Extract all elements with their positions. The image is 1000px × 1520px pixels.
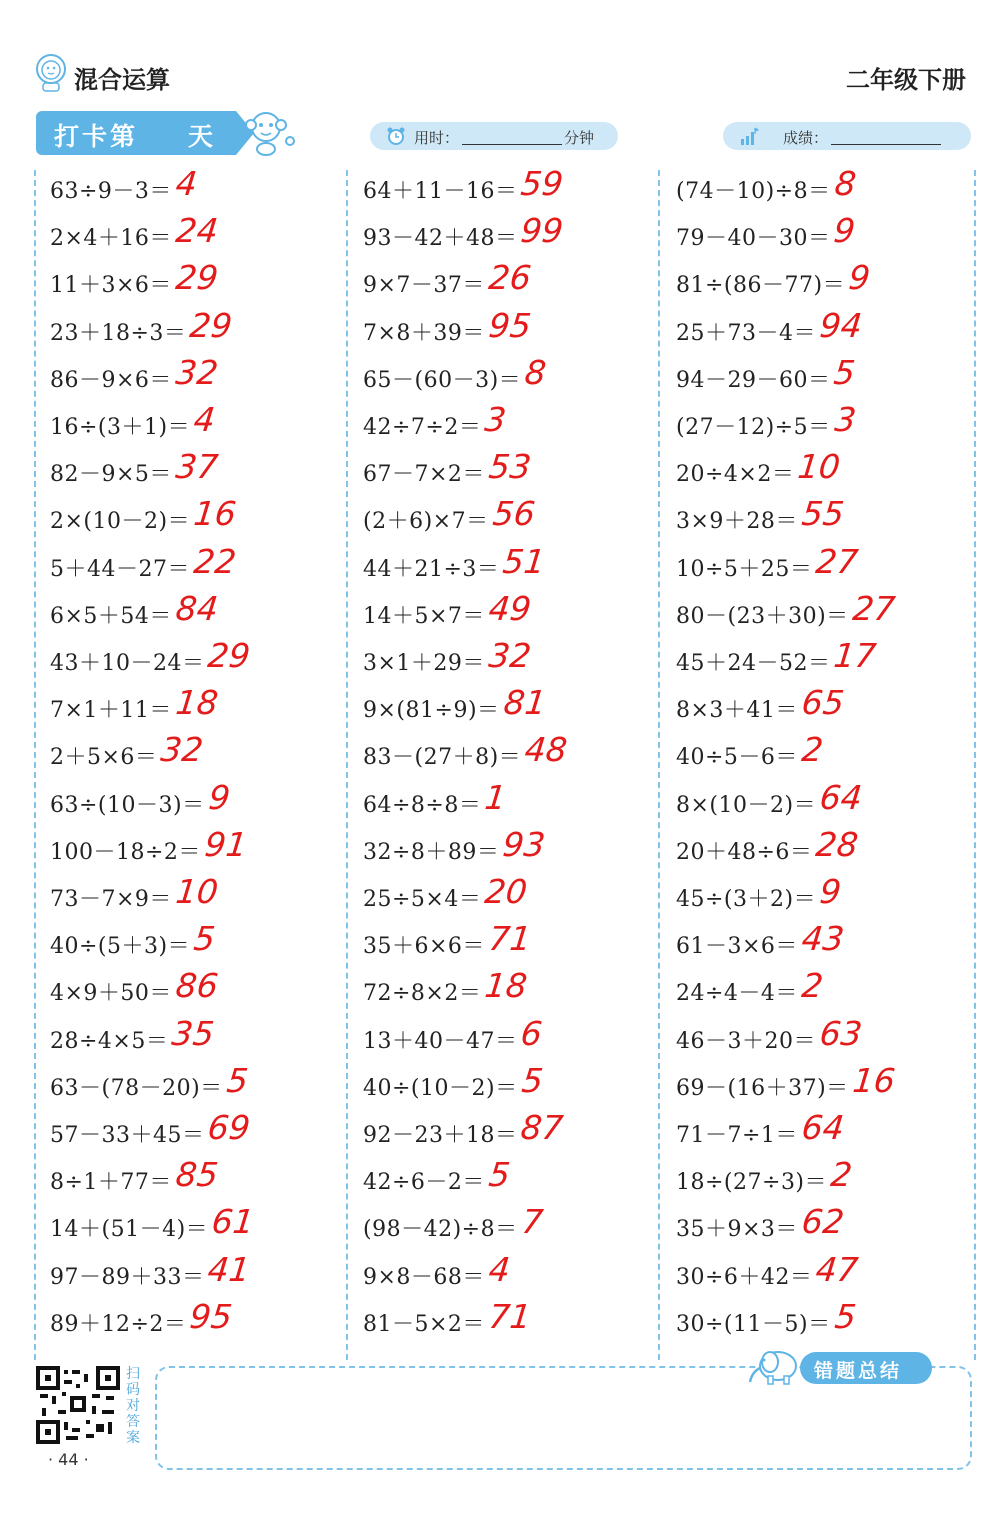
score-field <box>723 122 971 150</box>
checkin-banner <box>36 111 236 155</box>
handwritten-answer[interactable]: 86 <box>173 966 221 1006</box>
exercise-expression: 64＋11－16＝ <box>363 179 518 204</box>
exercise-row <box>50 353 350 397</box>
exercise-expression: 46－3＋20＝ <box>676 1028 816 1054</box>
lion-icon <box>33 52 69 92</box>
exercise-row <box>676 258 976 302</box>
exercise-expression: 5＋44－27＝ <box>50 556 190 582</box>
time-input-line[interactable] <box>462 144 562 145</box>
bar-chart-icon <box>739 126 759 146</box>
exercise-row <box>676 164 976 208</box>
handwritten-answer[interactable]: 2 <box>828 1155 855 1195</box>
exercise-expression: 45÷(3＋2)＝ <box>676 887 817 912</box>
exercise-row <box>363 1061 663 1105</box>
page-header <box>0 0 1000 110</box>
handwritten-answer[interactable]: 48 <box>522 730 570 770</box>
exercise-row <box>363 589 663 633</box>
exercise-expression: 10÷5＋25＝ <box>676 556 813 582</box>
handwritten-answer[interactable]: 94 <box>817 305 865 345</box>
exercise-expression: 8÷1＋77＝ <box>50 1170 172 1196</box>
time-field <box>370 122 618 150</box>
handwritten-answer[interactable]: 49 <box>486 588 534 628</box>
exercise-expression: 40÷5－6＝ <box>676 745 798 771</box>
handwritten-answer[interactable]: 24 <box>173 211 221 251</box>
exercise-row <box>676 872 976 916</box>
exercise-row <box>50 589 350 633</box>
exercise-row <box>676 730 976 774</box>
handwritten-answer[interactable]: 3 <box>482 400 509 439</box>
exercise-expression: 81－5×2＝ <box>363 1311 485 1337</box>
handwritten-answer[interactable]: 5 <box>224 1060 251 1100</box>
exercise-row <box>676 353 976 397</box>
exercise-expression: 94－29－60＝ <box>676 367 831 393</box>
mistake-summary-badge <box>800 1352 932 1384</box>
book-title: 混合运算 <box>74 66 170 94</box>
exercise-row <box>363 636 663 680</box>
exercise-row <box>363 872 663 916</box>
exercise-row <box>363 730 663 774</box>
exercise-row <box>50 1202 350 1246</box>
qr-code-icon[interactable] <box>36 1366 120 1444</box>
handwritten-answer[interactable]: 26 <box>486 258 534 298</box>
exercise-row <box>363 683 663 727</box>
handwritten-answer[interactable]: 5 <box>191 919 218 959</box>
exercise-expression: 2×4＋16＝ <box>50 226 172 252</box>
exercise-expression: 40÷(5＋3)＝ <box>50 934 191 960</box>
handwritten-answer[interactable]: 18 <box>482 966 530 1006</box>
banner-text: 打卡第 <box>54 122 139 151</box>
exercise-expression: 7×8＋39＝ <box>363 320 485 346</box>
score-input-line[interactable] <box>831 144 941 145</box>
exercise-row <box>363 778 663 822</box>
handwritten-answer[interactable]: 5 <box>486 1155 513 1195</box>
exercise-expression: 16÷(3＋1)＝ <box>50 415 191 440</box>
exercise-expression: 8×(10－2)＝ <box>676 792 817 818</box>
exercise-expression: 11＋3×6＝ <box>50 273 172 299</box>
exercise-row <box>676 1202 976 1246</box>
handwritten-answer[interactable]: 10 <box>173 872 221 911</box>
exercise-row <box>676 1014 976 1058</box>
exercise-row <box>676 1061 976 1105</box>
exercise-row <box>50 636 350 680</box>
exercise-row <box>363 447 663 491</box>
exercise-row <box>676 1108 976 1152</box>
exercise-expression: 93－42＋48＝ <box>363 226 518 252</box>
handwritten-answer[interactable]: 91 <box>202 824 250 864</box>
exercise-row <box>50 1108 350 1152</box>
handwritten-answer[interactable]: 43 <box>799 919 847 959</box>
handwritten-answer[interactable]: 28 <box>813 824 861 864</box>
exercise-expression: 2＋5×6＝ <box>50 745 158 771</box>
exercise-row <box>676 494 976 538</box>
exercise-expression: 69－(16＋37)＝ <box>676 1075 849 1101</box>
exercise-expression: 13＋40－47＝ <box>363 1028 518 1054</box>
handwritten-answer[interactable]: 37 <box>173 447 221 487</box>
exercise-row <box>363 353 663 397</box>
exercise-expression: 79－40－30＝ <box>676 226 831 252</box>
exercise-expression: (2＋6)×7＝ <box>363 509 489 535</box>
handwritten-answer[interactable]: 35 <box>169 1013 217 1053</box>
handwritten-answer[interactable]: 87 <box>518 1108 566 1147</box>
exercise-expression: 30÷6＋42＝ <box>676 1264 813 1290</box>
exercise-expression: 61－3×6＝ <box>676 934 798 960</box>
handwritten-answer[interactable]: 9 <box>846 258 873 298</box>
exercise-expression: 83－(27＋8)＝ <box>363 745 522 771</box>
exercise-row <box>363 1108 663 1152</box>
exercise-row <box>363 1297 663 1341</box>
exercise-expression: 89＋12÷2＝ <box>50 1311 187 1337</box>
handwritten-answer[interactable]: 2 <box>799 730 826 770</box>
handwritten-answer[interactable]: 8 <box>832 164 859 203</box>
exercise-expression: 65－(60－3)＝ <box>363 367 522 393</box>
exercise-row <box>50 1014 350 1058</box>
handwritten-answer[interactable]: 95 <box>187 1296 235 1336</box>
exercise-row <box>363 1250 663 1294</box>
handwritten-answer[interactable]: 55 <box>799 494 847 534</box>
exercise-row <box>50 164 350 208</box>
handwritten-answer[interactable]: 61 <box>209 1202 257 1242</box>
handwritten-answer[interactable]: 17 <box>831 636 879 675</box>
exercise-row <box>50 966 350 1010</box>
exercise-expression: 9×7－37＝ <box>363 273 485 299</box>
elephant-icon <box>746 1342 802 1388</box>
handwritten-answer[interactable]: 9 <box>817 872 844 911</box>
exercise-expression: 63－(78－20)＝ <box>50 1075 223 1101</box>
handwritten-answer[interactable]: 5 <box>832 1296 859 1336</box>
exercise-expression: 81÷(86－77)＝ <box>676 273 846 299</box>
exercise-row <box>363 825 663 869</box>
handwritten-answer[interactable]: 65 <box>799 683 847 723</box>
exercise-expression: 92－23＋18＝ <box>363 1123 518 1148</box>
exercise-row <box>50 211 350 255</box>
exercise-row <box>363 1202 663 1246</box>
exercise-row <box>363 400 663 444</box>
handwritten-answer[interactable]: 29 <box>173 258 221 298</box>
exercise-row <box>676 825 976 869</box>
mistake-summary-title: 错题总结 <box>814 1360 903 1382</box>
handwritten-answer[interactable]: 6 <box>518 1013 545 1053</box>
exercise-row <box>363 211 663 255</box>
exercise-row <box>676 1155 976 1199</box>
exercise-row <box>363 1014 663 1058</box>
exercise-expression: 25＋73－4＝ <box>676 320 816 346</box>
exercise-expression: 14＋5×7＝ <box>363 603 485 629</box>
exercise-row <box>363 164 663 208</box>
exercise-expression: 73－7×9＝ <box>50 887 172 912</box>
exercise-expression: 6×5＋54＝ <box>50 603 172 629</box>
exercise-expression: 9×8－68＝ <box>363 1264 485 1290</box>
exercise-expression: 7×1＋11＝ <box>50 698 172 724</box>
scan-for-answers-label: 扫码对答案 <box>126 1366 140 1446</box>
handwritten-answer[interactable]: 51 <box>500 541 548 581</box>
exercise-row <box>363 966 663 1010</box>
handwritten-answer[interactable]: 10 <box>795 447 843 487</box>
exercise-row <box>50 447 350 491</box>
exercise-expression: 3×9＋28＝ <box>676 509 798 535</box>
handwritten-answer[interactable]: 27 <box>850 588 898 628</box>
handwritten-answer[interactable]: 64 <box>799 1108 847 1147</box>
handwritten-answer[interactable]: 32 <box>486 636 534 675</box>
exercise-expression: 9×(81÷9)＝ <box>363 698 500 724</box>
exercise-row <box>50 1250 350 1294</box>
handwritten-answer[interactable]: 63 <box>817 1013 865 1053</box>
handwritten-answer[interactable]: 27 <box>813 541 861 581</box>
handwritten-answer[interactable]: 7 <box>519 1202 546 1242</box>
exercise-expression: (27－12)÷5＝ <box>676 415 831 440</box>
exercise-expression: 43＋10－24＝ <box>50 651 205 676</box>
exercise-expression: 63÷(10－3)＝ <box>50 792 205 818</box>
exercise-row <box>50 258 350 302</box>
exercise-row <box>50 1061 350 1105</box>
exercise-expression: 14＋(51－4)＝ <box>50 1217 209 1243</box>
exercise-expression: 80－(23＋30)＝ <box>676 603 849 629</box>
handwritten-answer[interactable]: 41 <box>205 1249 253 1289</box>
page-number: · 44 · <box>48 1450 89 1469</box>
score-label: 成绩： <box>783 129 829 147</box>
exercise-expression: 97－89＋33＝ <box>50 1264 205 1290</box>
exercise-expression: 40÷(10－2)＝ <box>363 1075 518 1101</box>
time-label: 用时： <box>414 129 460 147</box>
exercise-row <box>50 400 350 444</box>
handwritten-answer[interactable]: 32 <box>173 352 221 392</box>
handwritten-answer[interactable]: 4 <box>486 1249 513 1289</box>
exercise-row <box>50 825 350 869</box>
banner-day-unit: 天 <box>188 122 214 151</box>
exercise-expression: 24÷4－4＝ <box>676 981 798 1007</box>
exercise-expression: 20÷4×2＝ <box>676 462 795 488</box>
handwritten-answer[interactable]: 20 <box>482 872 530 911</box>
handwritten-answer[interactable]: 99 <box>518 211 566 251</box>
handwritten-answer[interactable]: 9 <box>206 777 233 817</box>
exercise-expression: 100－18÷2＝ <box>50 839 201 865</box>
exercise-row <box>676 589 976 633</box>
exercise-row <box>50 542 350 586</box>
exercise-row <box>50 1297 350 1341</box>
exercise-expression: 32÷8＋89＝ <box>363 839 500 865</box>
exercise-expression: 57－33＋45＝ <box>50 1123 205 1148</box>
handwritten-answer[interactable]: 16 <box>850 1060 898 1100</box>
exercise-expression: 72÷8×2＝ <box>363 981 482 1007</box>
handwritten-answer[interactable]: 29 <box>205 636 253 675</box>
exercise-expression: 64÷8÷8＝ <box>363 792 482 818</box>
exercise-expression: (98－42)÷8＝ <box>363 1217 518 1243</box>
exercise-expression: 42÷6－2＝ <box>363 1170 485 1196</box>
exercise-row <box>50 872 350 916</box>
exercise-expression: 3×1＋29＝ <box>363 651 485 676</box>
exercise-row <box>676 1297 976 1341</box>
handwritten-answer[interactable]: 4 <box>191 400 218 439</box>
handwritten-answer[interactable]: 4 <box>173 164 200 203</box>
exercise-row <box>676 306 976 350</box>
exercise-row <box>676 1250 976 1294</box>
exercise-expression: 35＋9×3＝ <box>676 1217 798 1243</box>
handwritten-answer[interactable]: 84 <box>173 588 221 628</box>
exercise-expression: 2×(10－2)＝ <box>50 509 191 535</box>
handwritten-answer[interactable]: 81 <box>501 683 549 723</box>
handwritten-answer[interactable]: 93 <box>500 824 548 864</box>
alarm-clock-icon <box>386 126 406 146</box>
exercise-row <box>50 919 350 963</box>
exercise-expression: (74－10)÷8＝ <box>676 179 831 204</box>
exercise-row <box>50 306 350 350</box>
handwritten-answer[interactable]: 2 <box>799 966 826 1006</box>
exercise-expression: 28÷4×5＝ <box>50 1028 169 1054</box>
handwritten-answer[interactable]: 69 <box>205 1108 253 1147</box>
exercise-row <box>50 778 350 822</box>
exercise-row <box>50 494 350 538</box>
exercise-expression: 67－7×2＝ <box>363 462 485 488</box>
grade-label: 二年级下册 <box>846 66 966 94</box>
exercise-row <box>363 542 663 586</box>
handwritten-answer[interactable]: 1 <box>482 777 509 817</box>
handwritten-answer[interactable]: 18 <box>173 683 221 723</box>
handwritten-answer[interactable]: 9 <box>831 211 858 251</box>
handwritten-answer[interactable]: 53 <box>486 447 534 487</box>
exercise-row <box>363 1155 663 1199</box>
exercise-row <box>363 494 663 538</box>
handwritten-answer[interactable]: 29 <box>187 305 235 345</box>
exercise-expression: 86－9×6＝ <box>50 367 172 393</box>
exercise-expression: 63÷9－3＝ <box>50 179 172 204</box>
handwritten-answer[interactable]: 22 <box>191 541 239 581</box>
exercise-expression: 35＋6×6＝ <box>363 934 485 960</box>
monkey-icon <box>240 105 298 157</box>
exercise-expression: 8×3＋41＝ <box>676 698 798 724</box>
exercise-expression: 23＋18÷3＝ <box>50 320 187 346</box>
exercise-row <box>676 778 976 822</box>
handwritten-answer[interactable]: 47 <box>813 1249 861 1289</box>
exercise-row <box>676 447 976 491</box>
time-unit: 分钟 <box>564 129 595 147</box>
exercise-expression: 44＋21÷3＝ <box>363 556 500 582</box>
handwritten-answer[interactable]: 71 <box>486 919 534 959</box>
exercise-row <box>363 306 663 350</box>
handwritten-answer[interactable]: 85 <box>173 1155 221 1195</box>
exercise-row <box>363 258 663 302</box>
exercise-row <box>676 966 976 1010</box>
handwritten-answer[interactable]: 16 <box>191 494 239 534</box>
handwritten-answer[interactable]: 64 <box>817 777 865 817</box>
exercise-row <box>676 400 976 444</box>
exercise-expression: 18÷(27÷3)＝ <box>676 1170 828 1196</box>
exercise-expression: 30÷(11－5)＝ <box>676 1311 831 1337</box>
exercise-row <box>676 636 976 680</box>
exercise-row <box>50 730 350 774</box>
exercise-row <box>50 1155 350 1199</box>
handwritten-answer[interactable]: 5 <box>519 1060 546 1100</box>
exercise-row <box>676 919 976 963</box>
exercise-row <box>363 919 663 963</box>
exercise-expression: 82－9×5＝ <box>50 462 172 488</box>
handwritten-answer[interactable]: 95 <box>486 305 534 345</box>
handwritten-answer[interactable]: 5 <box>831 352 858 392</box>
exercise-row <box>676 211 976 255</box>
exercise-expression: 71－7÷1＝ <box>676 1123 798 1148</box>
handwritten-answer[interactable]: 3 <box>832 400 859 439</box>
exercise-expression: 25÷5×4＝ <box>363 887 482 912</box>
exercise-row <box>50 683 350 727</box>
exercise-expression: 20＋48÷6＝ <box>676 839 813 865</box>
exercise-expression: 4×9＋50＝ <box>50 981 172 1007</box>
exercise-expression: 45＋24－52＝ <box>676 651 831 676</box>
exercise-row <box>676 683 976 727</box>
handwritten-answer[interactable]: 59 <box>518 164 566 203</box>
exercise-expression: 42÷7÷2＝ <box>363 415 482 440</box>
handwritten-answer[interactable]: 56 <box>490 494 538 534</box>
handwritten-answer[interactable]: 71 <box>486 1296 534 1336</box>
exercise-row <box>676 542 976 586</box>
handwritten-answer[interactable]: 8 <box>522 352 549 392</box>
handwritten-answer[interactable]: 32 <box>158 730 206 770</box>
handwritten-answer[interactable]: 62 <box>799 1202 847 1242</box>
